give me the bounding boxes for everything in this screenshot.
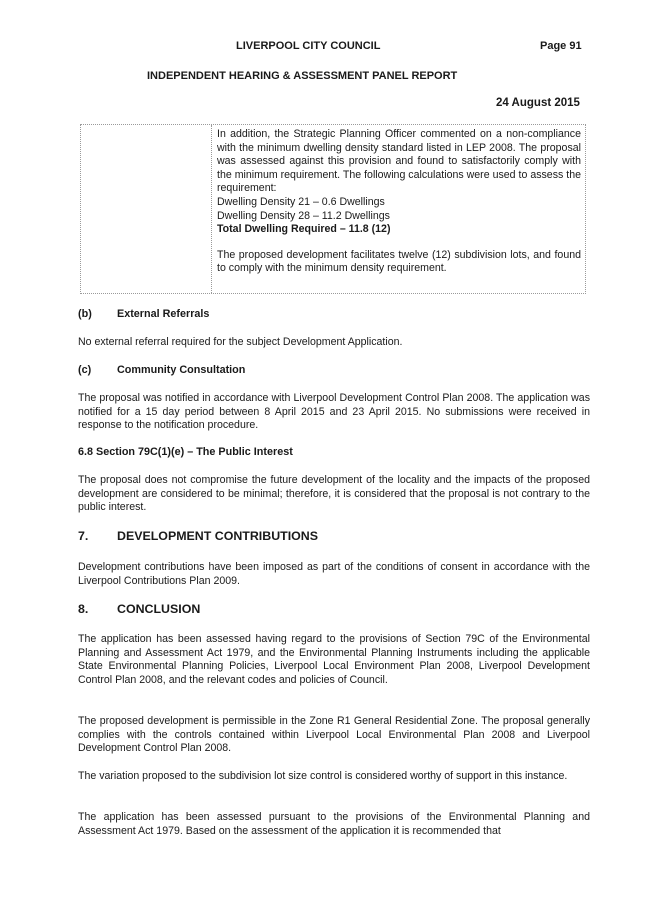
section-8-paragraph-1: The application has been assessed having regard to the provisions of Section 79C of the Environmental Planning and Assessment Act 1979, and the Environmental Planning Instruments including the applicable State Environmental Planning Policies, Liverpool Local Environment Plan 2008, Liverpool Development Control Plan 2008, and the relevant codes and policies of Council. <box>78 633 590 686</box>
section-c-text: The proposal was notified in accordance with Liverpool Development Control Plan 2008. The application was notified for a 15 day period between 8 April 2015 and 23 April 2015. No submissions were received in response to the notification procedure. <box>78 392 590 432</box>
section-b-text: No external referral required for the subject Development Application. <box>78 336 403 348</box>
section-c-heading <box>78 364 245 378</box>
section-7-number: 7. <box>78 529 89 543</box>
section-8-paragraph-2: The proposed development is permissible in the Zone R1 General Residential Zone. The proposal generally complies with the controls contained within Liverpool Local Environmental Plan 2008 and Liverpool Development Control Plan 2008. <box>78 715 590 755</box>
section-8-paragraph-4: The application has been assessed pursuant to the provisions of the Environmental Planning and Assessment Act 1979. Based on the assessment of the application it is recommended that <box>78 811 590 837</box>
section-7-text: Development contributions have been imposed as part of the conditions of consent in accordance with the Liverpool Contributions Plan 2009. <box>78 561 590 587</box>
section-7-title: DEVELOPMENT CONTRIBUTIONS <box>117 529 319 543</box>
section-b-title: External Referrals <box>117 308 210 320</box>
section-7-heading <box>78 530 318 544</box>
section-8-paragraph-3: The variation proposed to the subdivision lot size control is considered worthy of support in this instance. <box>78 770 568 782</box>
section-b-number: (b) <box>78 308 92 320</box>
page-number: Page 91 <box>540 40 582 52</box>
council-name: LIVERPOOL CITY COUNCIL <box>236 40 381 52</box>
section-8-heading <box>78 603 200 617</box>
section-c-number: (c) <box>78 364 92 376</box>
density-calc-2: Dwelling Density 28 – 11.2 Dwellings <box>217 209 390 222</box>
density-table <box>80 124 586 294</box>
section-8-number: 8. <box>78 602 89 616</box>
density-calc-1: Dwelling Density 21 – 0.6 Dwellings <box>217 195 385 208</box>
density-total: Total Dwelling Required – 11.8 (12) <box>217 223 391 236</box>
density-conclusion-text: The proposed development facilitates twelve (12) subdivision lots, and found to comply with the minimum density requirement. <box>217 248 581 275</box>
section-6-8-heading: 6.8 Section 79C(1)(e) – The Public Interest <box>78 446 293 458</box>
section-6-8-text: The proposal does not compromise the future development of the locality and the impacts of the proposed development are considered to be minimal; therefore, it is considered that the proposal is not contrary to the public interest. <box>78 474 590 514</box>
density-intro-text: In addition, the Strategic Planning Officer commented on a non-compliance with the minimum dwelling density standard listed in LEP 2008. The proposal was assessed against this provision and found to satisfactorily comply with the minimum requirement. The following calculations were used to assess the requirement: <box>217 128 581 195</box>
table-column-divider <box>211 125 212 293</box>
report-title: INDEPENDENT HEARING & ASSESSMENT PANEL REPORT <box>147 70 458 82</box>
section-c-title: Community Consultation <box>117 364 246 376</box>
table-content-cell <box>217 128 581 276</box>
report-date: 24 August 2015 <box>496 97 580 109</box>
section-b-heading <box>78 308 209 322</box>
section-8-title: CONCLUSION <box>117 602 201 616</box>
